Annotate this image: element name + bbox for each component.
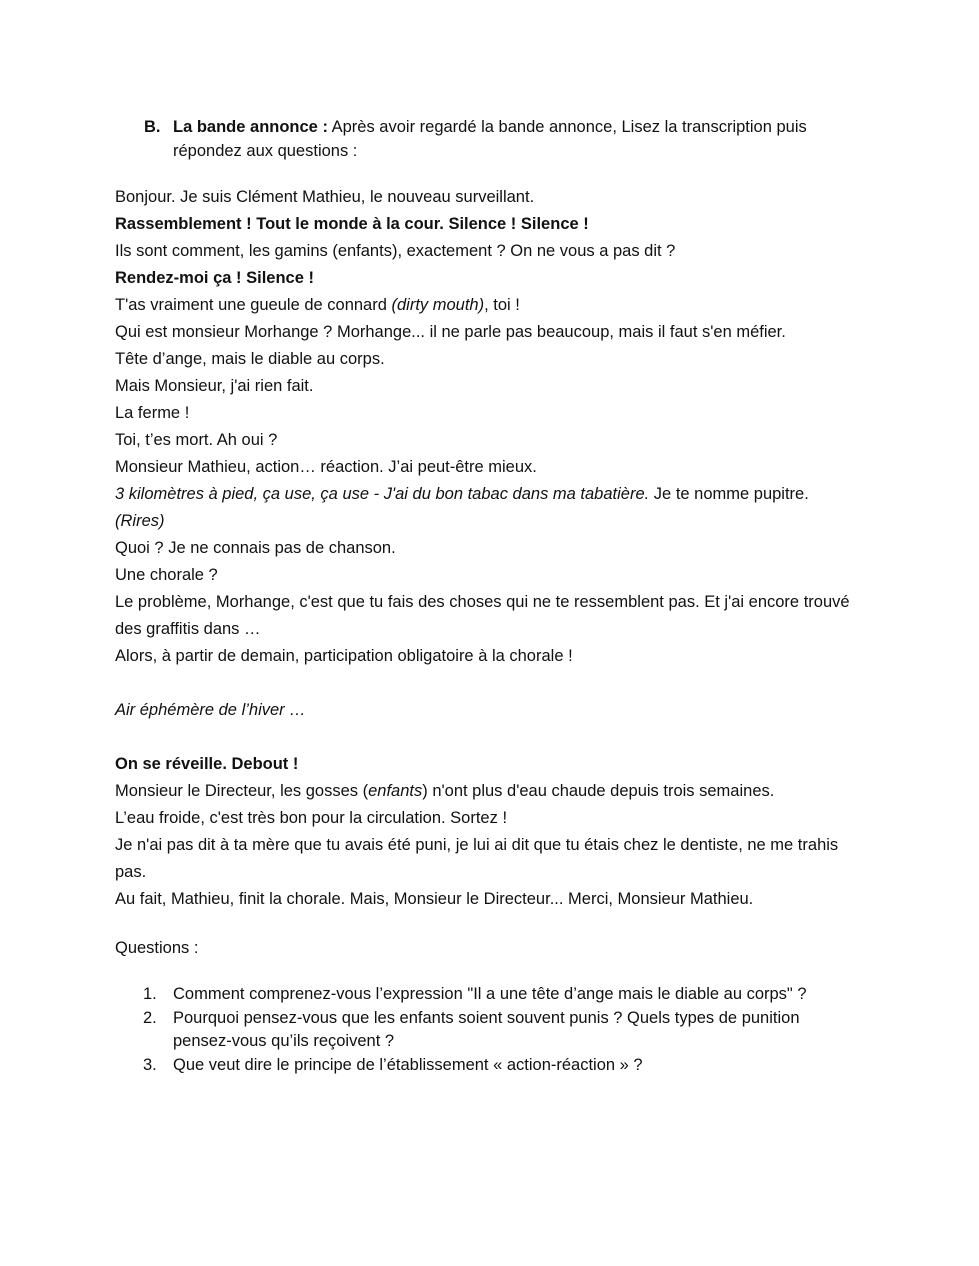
transcript-line: Air éphémère de l’hiver …: [115, 701, 306, 719]
questions-label: Questions :: [115, 939, 199, 957]
transcript-line: Quoi ? Je ne connais pas de chanson.: [115, 539, 396, 557]
transcript-line: [115, 481, 860, 508]
question-number: 2.: [143, 1008, 157, 1027]
transcript-line: Je n'ai pas dit à ta mère que tu avais été puni, je lui ai dit que tu étais chez le dentiste, ne me trahis pas.: [115, 836, 839, 881]
transcript-line: Bonjour. Je suis Clément Mathieu, le nouveau surveillant.: [115, 188, 535, 206]
line-text: T'as vraiment une gueule de connard: [115, 296, 392, 314]
question-item: [115, 1007, 860, 1054]
transcript-line: La ferme !: [115, 404, 190, 422]
transcript-line: (Rires): [115, 512, 165, 530]
line-gloss: enfants: [368, 782, 423, 800]
spacer: [115, 670, 860, 697]
transcript-line: [115, 778, 860, 805]
transcript-line: Une chorale ?: [115, 566, 218, 584]
transcript: [115, 184, 860, 913]
section-marker: B.: [144, 118, 161, 136]
transcript-line: Rassemblement ! Tout le monde à la cour. Silence ! Silence !: [115, 215, 589, 233]
transcript-line: Tête d’ange, mais le diable au corps.: [115, 350, 385, 368]
transcript-line: Alors, à partir de demain, participation obligatoire à la chorale !: [115, 647, 573, 665]
question-text: Pourquoi pensez-vous que les enfants soient souvent punis ? Quels types de punition pensez-vous qu’ils reçoivent ?: [173, 1008, 800, 1050]
section-b-lead: La bande annonce :: [173, 118, 328, 136]
question-text: Comment comprenez-vous l’expression "Il a une tête d’ange mais le diable au corps" ?: [173, 985, 807, 1003]
spacer: [115, 724, 860, 751]
section-b-heading: [115, 116, 855, 163]
line-text: Monsieur le Directeur, les gosses (: [115, 782, 369, 800]
question-number: 3.: [143, 1055, 157, 1074]
transcript-line: Toi, t’es mort. Ah oui ?: [115, 431, 278, 449]
questions-list: [115, 983, 860, 1077]
transcript-line: Mais Monsieur, j'ai rien fait.: [115, 377, 314, 395]
question-text: Que veut dire le principe de l’établissement « action-réaction » ?: [173, 1055, 643, 1074]
question-number: 1.: [143, 985, 157, 1003]
transcript-line: Monsieur Mathieu, action… réaction. J’ai peut-être mieux.: [115, 458, 537, 476]
line-text: ) n'ont plus d'eau chaude depuis trois semaines.: [422, 782, 775, 800]
question-item: [115, 1054, 860, 1078]
transcript-line: On se réveille. Debout !: [115, 755, 299, 773]
transcript-line: Le problème, Morhange, c'est que tu fais des choses qui ne te ressemblent pas. Et j'ai encore trouvé des graffitis dans …: [115, 593, 850, 638]
section-b-text: Après avoir regardé la bande annonce, Lisez la transcription puis répondez aux questions :: [173, 118, 807, 160]
question-item: [115, 983, 860, 1007]
transcript-line: Au fait, Mathieu, finit la chorale. Mais, Monsieur le Directeur... Merci, Monsieur Mathieu.: [115, 890, 754, 908]
song-lyrics: 3 kilomètres à pied, ça use, ça use - J'ai du bon tabac dans ma tabatière.: [115, 485, 650, 503]
transcript-line: Rendez-moi ça ! Silence !: [115, 269, 314, 287]
transcript-line: Ils sont comment, les gamins (enfants), exactement ? On ne vous a pas dit ?: [115, 242, 676, 260]
section-b-body: [173, 116, 855, 163]
line-text: , toi !: [484, 296, 520, 314]
line-gloss: (dirty mouth): [391, 296, 485, 314]
line-text: Je te nomme pupitre.: [649, 485, 809, 503]
transcript-line: Qui est monsieur Morhange ? Morhange... il ne parle pas beaucoup, mais il faut s'en méfier.: [115, 323, 786, 341]
transcript-line: [115, 292, 860, 319]
transcript-line: L’eau froide, c'est très bon pour la circulation. Sortez !: [115, 809, 508, 827]
